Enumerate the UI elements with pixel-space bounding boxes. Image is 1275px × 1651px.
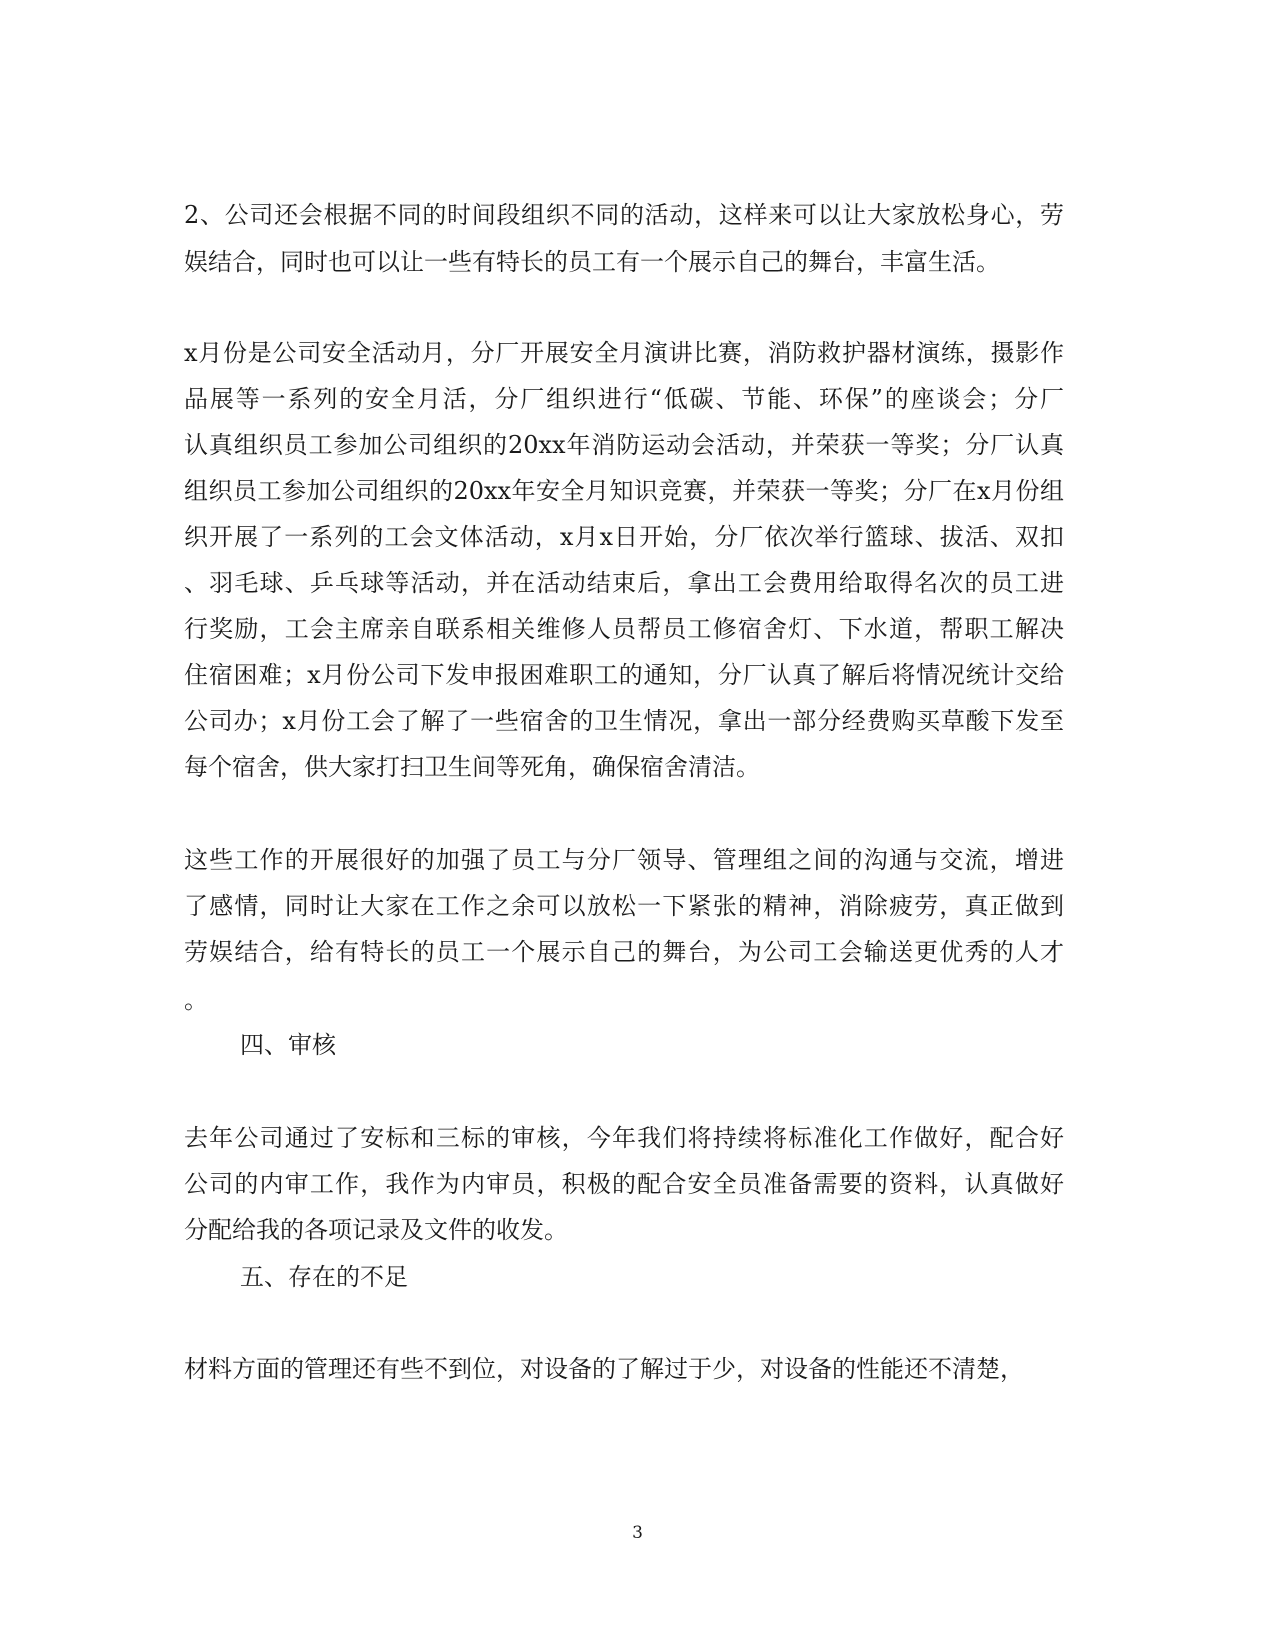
paragraph-2-line-1: x月份是公司安全活动月，分厂开展安全月演讲比赛，消防救护器材演练，摄影作	[184, 339, 1064, 367]
paragraph-2-line-4: 组织员工参加公司组织的20xx年安全月知识竞赛，并荣获一等奖；分厂在x月份组	[184, 477, 1064, 505]
paragraph-3-line-2: 了感情，同时让大家在工作之余可以放松一下紧张的精神，消除疲劳，真正做到	[184, 892, 1064, 920]
paragraph-2-line-9: 公司办；x月份工会了解了一些宿舍的卫生情况，拿出一部分经费购买草酸下发至	[184, 707, 1064, 735]
paragraph-1-line-2: 娱结合，同时也可以让一些有特长的员工有一个展示自己的舞台，丰富生活。	[184, 248, 1000, 276]
paragraph-4-line-3: 分配给我的各项记录及文件的收发。	[184, 1216, 568, 1244]
page-number: 3	[632, 1523, 643, 1543]
paragraph-3-line-3: 劳娱结合，给有特长的员工一个展示自己的舞台，为公司工会输送更优秀的人才	[184, 938, 1064, 966]
section-heading-audit: 四、审核	[240, 1031, 336, 1059]
section-heading-shortcomings: 五、存在的不足	[240, 1263, 408, 1291]
paragraph-4-line-1: 去年公司通过了安标和三标的审核，今年我们将持续将标准化工作做好，配合好	[184, 1124, 1064, 1152]
paragraph-3-line-4: 。	[184, 986, 208, 1014]
paragraph-2-line-10: 每个宿舍，供大家打扫卫生间等死角，确保宿舍清洁。	[184, 753, 760, 781]
paragraph-2-line-8: 住宿困难；x月份公司下发申报困难职工的通知，分厂认真了解后将情况统计交给	[184, 661, 1064, 689]
paragraph-2-line-2: 品展等一系列的安全月活，分厂组织进行“低碳、节能、环保”的座谈会；分厂	[184, 385, 1064, 413]
paragraph-2-line-3: 认真组织员工参加公司组织的20xx年消防运动会活动，并荣获一等奖；分厂认真	[184, 431, 1064, 459]
paragraph-1-line-1: 2、公司还会根据不同的时间段组织不同的活动，这样来可以让大家放松身心，劳	[184, 201, 1064, 229]
paragraph-5-line-1: 材料方面的管理还有些不到位，对设备的了解过于少，对设备的性能还不清楚，	[184, 1355, 1024, 1383]
paragraph-2-line-7: 行奖励，工会主席亲自联系相关维修人员帮员工修宿舍灯、下水道，帮职工解决	[184, 615, 1064, 643]
paragraph-3-line-1: 这些工作的开展很好的加强了员工与分厂领导、管理组之间的沟通与交流，增进	[184, 846, 1064, 874]
paragraph-4-line-2: 公司的内审工作，我作为内审员，积极的配合安全员准备需要的资料，认真做好	[184, 1170, 1064, 1198]
paragraph-2-line-6: 、羽毛球、乒乓球等活动，并在活动结束后，拿出工会费用给取得名次的员工进	[184, 569, 1064, 597]
paragraph-2-line-5: 织开展了一系列的工会文体活动，x月x日开始，分厂依次举行篮球、拔活、双扣	[184, 523, 1064, 551]
